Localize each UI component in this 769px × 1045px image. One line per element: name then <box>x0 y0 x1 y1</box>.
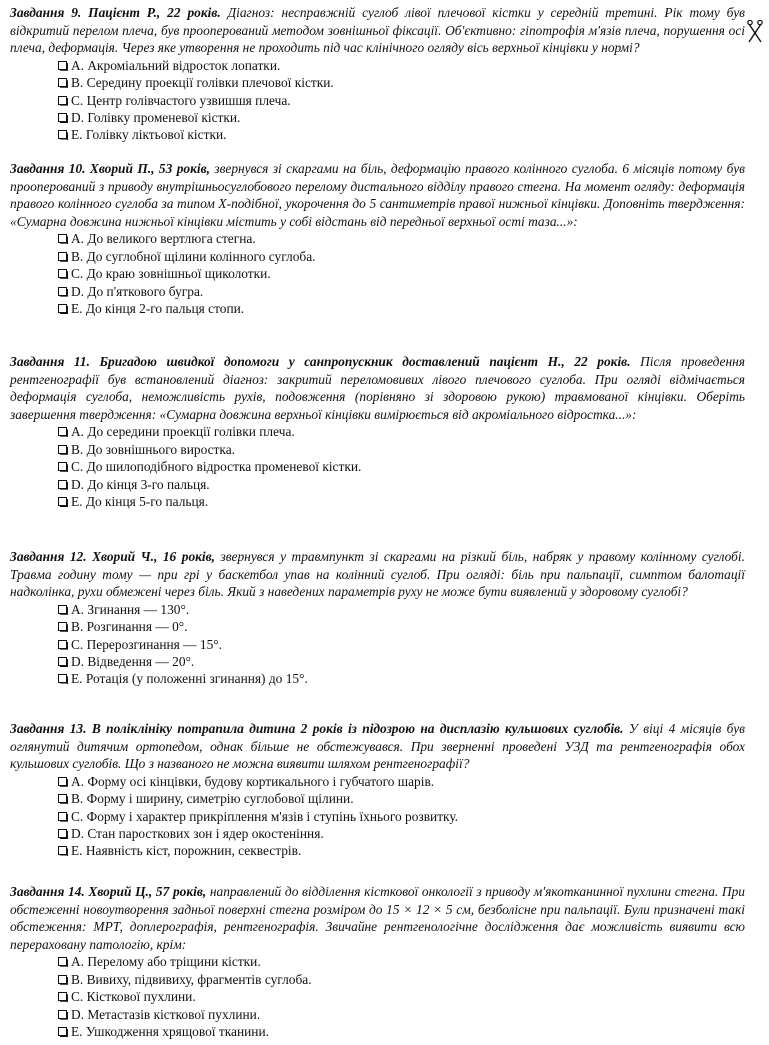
answer-options <box>10 230 745 317</box>
answer-option[interactable] <box>10 74 745 91</box>
option-text: E. Ушкодження хрящової тканини. <box>71 1024 269 1039</box>
option-text: D. Відведення — 20°. <box>71 654 195 669</box>
answer-option[interactable] <box>10 476 745 493</box>
answer-options <box>10 601 745 688</box>
answer-options <box>10 953 745 1040</box>
checkbox-icon[interactable] <box>58 957 67 966</box>
checkbox-icon[interactable] <box>58 1027 67 1036</box>
answer-option[interactable] <box>10 109 745 126</box>
task-11 <box>10 353 745 510</box>
checkbox-icon[interactable] <box>58 497 67 506</box>
checkbox-icon[interactable] <box>58 622 67 631</box>
checkbox-icon[interactable] <box>58 96 67 105</box>
checkbox-icon[interactable] <box>58 794 67 803</box>
answer-option[interactable] <box>10 808 745 825</box>
task-stem: У віці 4 місяців був оглянутий дитячим ортопедом, однак більше не обстежувався. При зверненні проведені УЗД та рентгенографія обох кульшових суглобів. Що з названого не можна виявити шляхом рентгенографії? <box>10 721 745 772</box>
checkbox-icon[interactable] <box>58 113 67 122</box>
answer-option[interactable] <box>10 300 745 317</box>
checkbox-icon[interactable] <box>58 61 67 70</box>
task-question <box>10 720 745 773</box>
option-text: D. До кінця 3-го пальця. <box>71 476 210 492</box>
option-text: C. Кісткової пухлини. <box>71 989 196 1005</box>
option-text: C. До краю зовнішньої щиколотки. <box>71 266 271 282</box>
option-text: C. Перерозгинання — 15°. <box>71 636 222 652</box>
option-text: D. Голівку променевої кістки. <box>71 110 241 125</box>
option-text: C. До шилоподібного відростка променевої кістки. <box>71 459 362 475</box>
answer-option[interactable] <box>10 265 745 282</box>
answer-option[interactable] <box>10 126 745 143</box>
task-lead: Хворий П., 53 років, <box>89 161 210 176</box>
answer-option[interactable] <box>10 423 745 440</box>
answer-option[interactable] <box>10 773 745 790</box>
checkbox-icon[interactable] <box>58 78 67 87</box>
checkbox-icon[interactable] <box>58 427 67 436</box>
answer-option[interactable] <box>10 636 745 653</box>
answer-options <box>10 57 745 144</box>
checkbox-icon[interactable] <box>58 1010 67 1019</box>
option-text: C. Форму і характер прикріплення м'язів і ступінь їхнього розвитку. <box>71 808 459 824</box>
checkbox-icon[interactable] <box>58 234 67 243</box>
answer-option[interactable] <box>10 670 745 687</box>
option-text: E. Голівку ліктьової кістки. <box>71 127 227 143</box>
task-number: Завдання 11. <box>10 354 90 369</box>
task-question <box>10 548 745 601</box>
task-13 <box>10 720 745 860</box>
checkbox-icon[interactable] <box>58 252 67 261</box>
task-12 <box>10 548 745 688</box>
option-text: A. Форму осі кінцівки, будову кортикального і губчатого шарів. <box>71 773 435 789</box>
option-text: D. Стан паросткових зон і ядер окостеніння. <box>71 826 324 841</box>
option-text: C. Центр голівчастого узвишшя плеча. <box>71 92 291 108</box>
checkbox-icon[interactable] <box>58 812 67 821</box>
scissors-icon <box>747 20 765 44</box>
option-text: B. До зовнішнього виростка. <box>71 441 236 457</box>
option-text: A. Згинання — 130°. <box>71 601 190 617</box>
answer-option[interactable] <box>10 458 745 475</box>
task-number: Завдання 14. <box>10 884 85 899</box>
answer-option[interactable] <box>10 248 745 265</box>
checkbox-icon[interactable] <box>58 777 67 786</box>
answer-option[interactable] <box>10 441 745 458</box>
answer-options <box>10 773 745 860</box>
option-text: E. Наявність кіст, порожнин, секвестрів. <box>71 843 302 859</box>
task-question <box>10 4 745 57</box>
checkbox-icon[interactable] <box>58 480 67 489</box>
answer-option[interactable] <box>10 92 745 109</box>
answer-options <box>10 423 745 510</box>
task-lead: Хворий Ч., 16 років, <box>92 549 215 564</box>
option-text: E. До кінця 2-го пальця стопи. <box>71 301 245 316</box>
option-text: B. До суглобної щілини колінного суглоба. <box>71 248 316 264</box>
option-text: B. Вивиху, підвивиху, фрагментів суглоба. <box>71 971 312 987</box>
answer-option[interactable] <box>10 988 745 1005</box>
task-stem: Після проведення рентгенографії був встановлений діагноз: закритий переломовивих лівого плечового суглоба. При огляді відмічається деформація суглоба, неможливість рухів, подовження (порівняно зі здоровою рукою) травмованої кінцівки. Оберіть завершення твердження: «Сумарна довжина верхньої кінцівки вимірюється від акроміального відростка...»: <box>10 354 745 422</box>
checkbox-icon[interactable] <box>58 462 67 471</box>
task-stem: Діагноз: несправжній суглоб лівої плечової кістки у середній третині. Рік тому був відкритий перелом плеча, був прооперований методом зовнішньої фіксації. Об'єктивно: гіпотрофія м'язів плеча, порушення осі плеча, деформація. Через яке утворення не проходить під час клінічного огляду вісь верхньої кінцівки у нормі? <box>10 5 745 56</box>
task-9 <box>10 4 745 144</box>
checkbox-icon[interactable] <box>58 657 67 666</box>
answer-option[interactable] <box>10 1006 745 1023</box>
option-text: E. Ротація (у положенні згинання) до 15°. <box>71 671 308 687</box>
answer-option[interactable] <box>10 825 745 842</box>
option-text: A. Перелому або тріщини кістки. <box>71 954 261 970</box>
option-text: D. Метастазів кісткової пухлини. <box>71 1006 261 1022</box>
task-lead: В поліклініку потрапила дитина 2 років із підозрою на дисплазію кульшових суглобів. <box>91 721 624 736</box>
option-text: D. До п'яткового бугра. <box>71 283 204 299</box>
task-stem: направлений до відділення кісткової онкології з приводу м'якотканинної пухлини стегна. При обстеженні новоутворення задньої поверхні стегна розміром до 15 × 12 × 5 см, безболісне при пальпації. Були призначені такі обстеження: МРТ, доплерографія, рентгенографія. Звичайне рентгенологічне дослідження дає можливість виявити всю перераховану патологію, крім: <box>10 884 745 952</box>
option-text: A. Акроміальний відросток лопатки. <box>71 57 281 73</box>
answer-option[interactable] <box>10 493 745 510</box>
task-number: Завдання 9. <box>10 5 82 20</box>
checkbox-icon[interactable] <box>58 304 67 313</box>
answer-option[interactable] <box>10 971 745 988</box>
checkbox-icon[interactable] <box>58 975 67 984</box>
checkbox-icon[interactable] <box>58 829 67 838</box>
answer-option[interactable] <box>10 790 745 807</box>
checkbox-icon[interactable] <box>58 992 67 1001</box>
task-10 <box>10 160 745 317</box>
task-number: Завдання 13. <box>10 721 87 736</box>
option-text: A. До середини проекції голівки плеча. <box>71 424 295 440</box>
checkbox-icon[interactable] <box>58 640 67 649</box>
checkbox-icon[interactable] <box>58 269 67 278</box>
task-question <box>10 353 745 423</box>
checkbox-icon[interactable] <box>58 287 67 296</box>
option-text: B. Форму і ширину, симетрію суглобової щілини. <box>71 791 354 807</box>
answer-option[interactable] <box>10 57 745 74</box>
task-question <box>10 160 745 230</box>
option-text: B. Розгинання — 0°. <box>71 619 188 635</box>
checkbox-icon[interactable] <box>58 130 67 139</box>
answer-option[interactable] <box>10 618 745 635</box>
task-lead: Бригадою швидкої допомоги у санпропускник доставлений пацієнт Н., 22 років. <box>99 354 631 369</box>
checkbox-icon[interactable] <box>58 846 67 855</box>
checkbox-icon[interactable] <box>58 605 67 614</box>
answer-option[interactable] <box>10 283 745 300</box>
task-number: Завдання 10. <box>10 161 86 176</box>
checkbox-icon[interactable] <box>58 445 67 454</box>
task-stem: звернувся зі скаргами на біль, деформацію правого колінного суглоба. 6 місяців потому був прооперований з приводу внутрішньосуглобового перелому дистального відділу правого стегна. На момент огляду: деформація правого колінного суглоба за типом Х-подібної, укорочення до 5 сантиметрів правої нижньої кінцівки. Доповніть твердження: «Сумарна довжина нижньої кінцівки містить у собі відстань від передньої верхньої ості таза...»: <box>10 161 745 229</box>
answer-option[interactable] <box>10 230 745 247</box>
answer-option[interactable] <box>10 653 745 670</box>
answer-option[interactable] <box>10 953 745 970</box>
answer-option[interactable] <box>10 601 745 618</box>
option-text: E. До кінця 5-го пальця. <box>71 494 209 509</box>
task-question <box>10 883 745 953</box>
task-stem: звернувся у травмпункт зі скаргами на різкий біль, набряк у правому колінному суглобі. Травма годину тому — при грі у баскетбол упав на колінний суглоб. При огляді: біль при пальпації, симптом балотації надколінка, рухи обмежені через біль. Який з наведених параметрів руху не може бути виявлений у здоровому суглобі? <box>10 549 745 600</box>
task-14 <box>10 883 745 1040</box>
option-text: A. До великого вертлюга стегна. <box>71 231 256 247</box>
task-lead: Хворий Ц., 57 років, <box>88 884 207 899</box>
answer-option[interactable] <box>10 1023 745 1040</box>
task-lead: Пацієнт Р., 22 років. <box>88 5 221 20</box>
answer-option[interactable] <box>10 842 745 859</box>
option-text: B. Середину проекції голівки плечової кістки. <box>71 75 334 91</box>
checkbox-icon[interactable] <box>58 674 67 683</box>
task-number: Завдання 12. <box>10 549 87 564</box>
